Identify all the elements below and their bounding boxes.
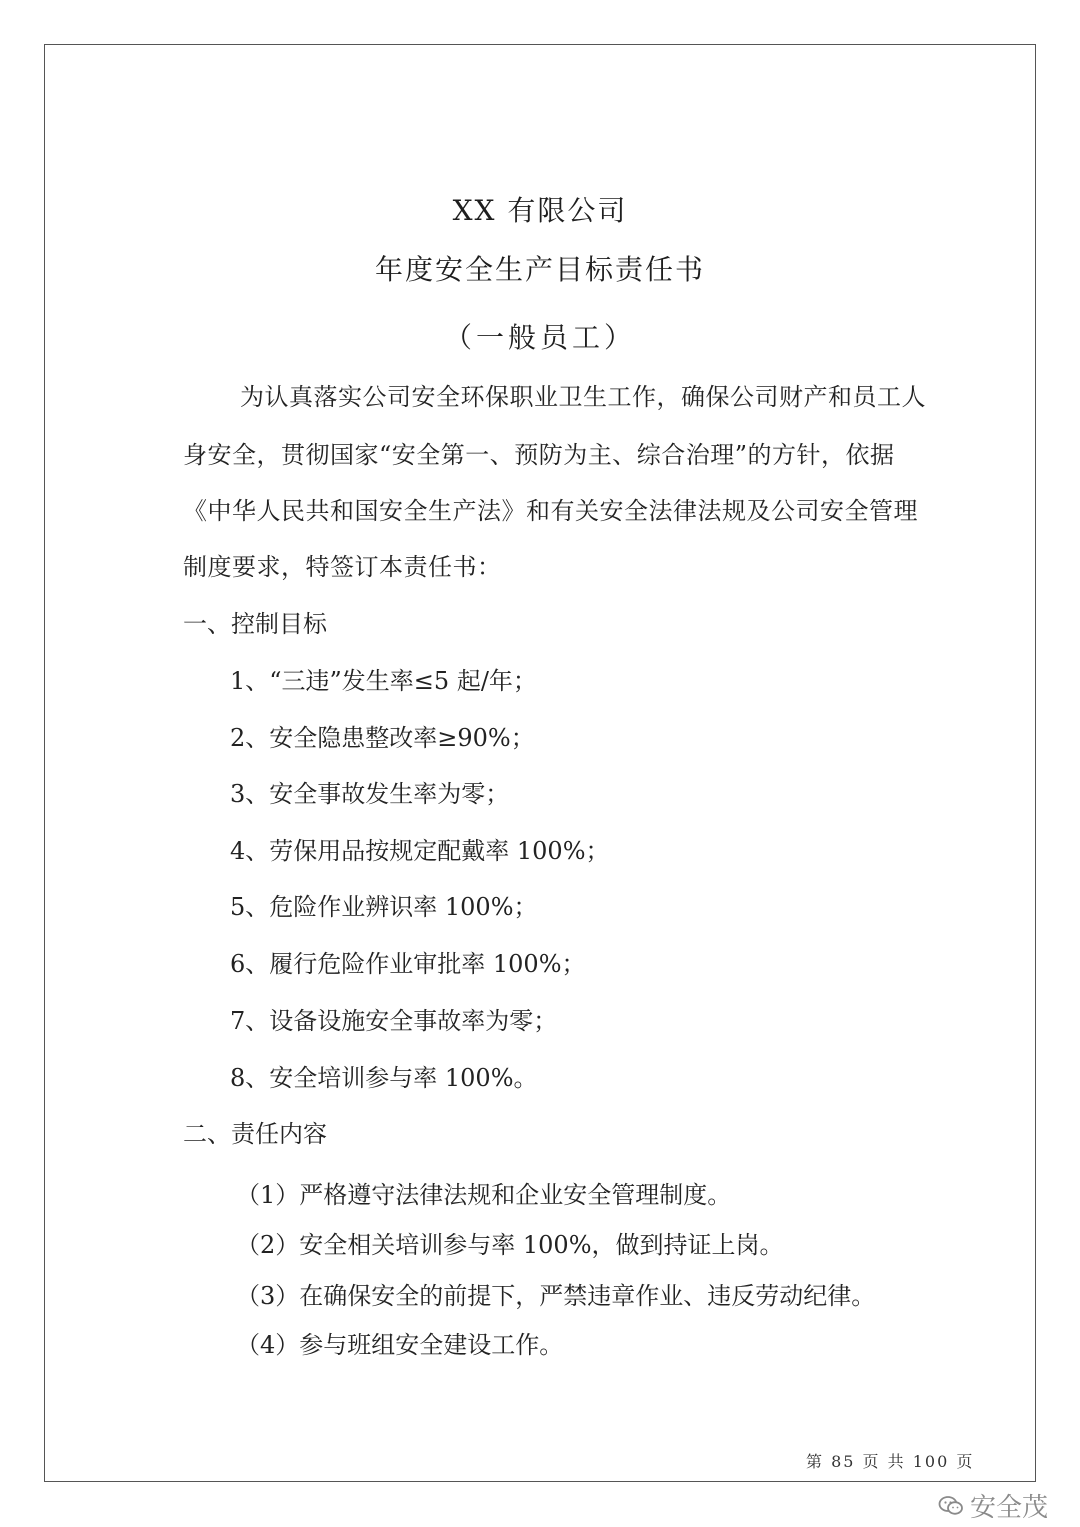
responsibility-item: （3）在确保安全的前提下，严禁违章作业、违反劳动纪律。	[236, 1282, 876, 1310]
target-item: 8、安全培训参与率 100%。	[230, 1064, 538, 1092]
watermark	[938, 1487, 1048, 1524]
section-heading-responsibilities: 二、责任内容	[183, 1120, 327, 1148]
target-item: 4、劳保用品按规定配戴率 100%；	[230, 837, 610, 865]
target-item: 7、设备设施安全事故率为零；	[230, 1007, 558, 1035]
target-item: 5、危险作业辨识率 100%；	[230, 893, 538, 921]
intro-line: 为认真落实公司安全环保职业卫生工作，确保公司财产和员工人	[240, 383, 926, 411]
intro-line: 身安全，贯彻国家“安全第一、预防为主、综合治理”的方针，依据	[183, 441, 895, 469]
responsibility-item: （2）安全相关培训参与率 100%，做到持证上岗。	[236, 1231, 784, 1259]
company-title: XX 有限公司	[452, 194, 628, 227]
target-item: 3、安全事故发生率为零；	[230, 780, 510, 808]
intro-line: 制度要求，特签订本责任书：	[183, 553, 502, 581]
watermark-text: 安全茂	[970, 1493, 1049, 1523]
target-item: 6、履行危险作业审批率 100%；	[230, 950, 586, 978]
intro-line: 《中华人民共和国安全生产法》和有关安全法律法规及公司安全管理	[183, 497, 918, 525]
document-title: 年度安全生产目标责任书	[374, 253, 705, 286]
responsibility-item: （1）严格遵守法律法规和企业安全管理制度。	[236, 1181, 732, 1209]
target-item: 1、“三违”发生率≤5 起/年；	[230, 667, 537, 695]
wechat-icon	[938, 1495, 964, 1517]
page-number: 第 85 页 共 100 页	[806, 1452, 975, 1471]
document-subtitle: （一般员工）	[443, 321, 636, 354]
target-item: 2、安全隐患整改率≥90%；	[230, 724, 535, 752]
responsibility-item: （4）参与班组安全建设工作。	[236, 1331, 564, 1359]
section-heading-targets: 一、控制目标	[183, 610, 327, 638]
